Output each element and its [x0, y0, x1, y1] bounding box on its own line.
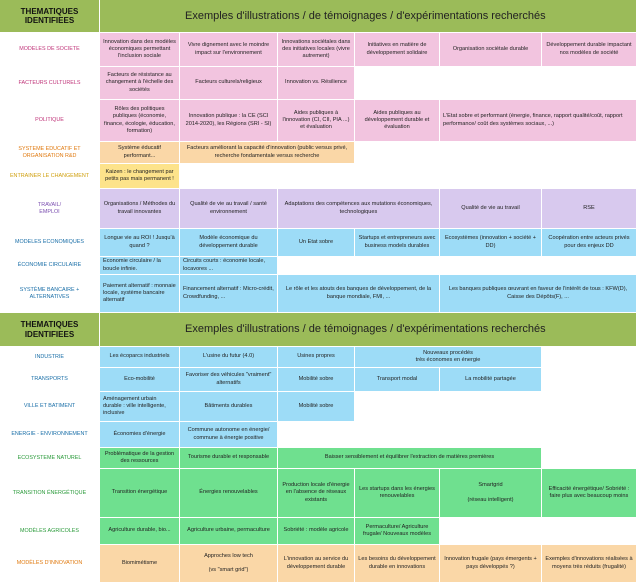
example-cell: Coopération entre acteurs privés pour des enjeux DD — [542, 229, 637, 257]
theme-label: SYSTEME EDUCATIF ET ORGANISATION R&D — [0, 142, 100, 164]
theme-label: ENTRAINER LE CHANGEMENT — [0, 164, 100, 189]
example-cell: Startups et entrepreneurs avec business models durables — [355, 229, 440, 257]
example-cell: Les banques publiques œuvrant en faveur de l'intérêt de tous : KFW(D), Caisse des Dépôts(F), ... — [440, 275, 637, 313]
theme-label: MODELES ECONOMIQUES — [0, 229, 100, 257]
example-cell: Vivre dignement avec le moindre impact sur l'environnement — [180, 33, 278, 67]
example-cell: Le rôle et les atouts des banques de développement, de la banque mondiale, FMI, ... — [278, 275, 440, 313]
theme-label: MODELES DE SOCIETE — [0, 33, 100, 67]
section-header-left: THEMATIQUES IDENTIFIEES — [0, 0, 100, 33]
example-cell: Mobilité sobre — [278, 368, 355, 392]
example-cell: L'innovation au service du développement durable — [278, 545, 355, 583]
example-cell: Innovation dans des modèles économiques permettant l'inclusion sociale — [100, 33, 180, 67]
theme-label: ENERGIE - ENVIRONNEMENT — [0, 422, 100, 448]
section-header-title: Exemples d'illustrations / de témoignages / d'expérimentations recherchés — [100, 0, 637, 33]
example-cell: Énergies renouvelables — [180, 469, 278, 518]
example-cell: L'usine du futur (4.0) — [180, 347, 278, 368]
example-cell: L'Etat sobre et performant (énergie, finance, rapport qualité/coût, rapport performance/ coût des systèmes sociaux, ...) — [440, 100, 637, 142]
example-cell: Commune autonome en énergie/ commune à énergie positive — [180, 422, 278, 448]
example-cell: Initiatives en matière de développement solidaire — [355, 33, 440, 67]
example-cell: Aménagement urbain durable : ville intelligente, inclusive — [100, 392, 180, 422]
example-cell: Système éducatif performant... — [100, 142, 180, 164]
example-cell: Économies d'énergie — [100, 422, 180, 448]
example-cell: Rôles des politiques publiques (économie, finance, écologie, éducation, formation) — [100, 100, 180, 142]
example-cell: Longue vie au ROI ! Jusqu'à quand ? — [100, 229, 180, 257]
example-cell: Biomimétisme — [100, 545, 180, 583]
example-cell: Agriculture urbaine, permaculture — [180, 518, 278, 545]
example-cell: Circuits courts : économie locale, locavores ... — [180, 257, 278, 275]
section-header-left: THEMATIQUES IDENTIFIEES — [0, 313, 100, 347]
example-cell: Sobriété : modèle agricole — [278, 518, 355, 545]
example-cell: Financement alternatif : Micro-crédit, Crowdfunding, ... — [180, 275, 278, 313]
example-cell: Développement durable impactant nos modèles de société — [542, 33, 637, 67]
example-cell: Economie circulaire / la boucle infinie. — [100, 257, 180, 275]
theme-label: ÉCONOMIE CIRCULAIRE — [0, 257, 100, 275]
example-cell: Nouveaux procédés très économes en énergie — [355, 347, 542, 368]
example-cell: Baisser sensiblement et équilibrer l'extraction de matières premières — [278, 448, 542, 469]
example-cell: Mobilité sobre — [278, 392, 355, 422]
example-cell: Aides publiques à l'innovation (CI, CII, PIA ...) et évaluation — [278, 100, 355, 142]
theme-label: MODÈLES AGRICOLES — [0, 518, 100, 545]
example-cell: Agriculture durable, bio... — [100, 518, 180, 545]
example-cell: La mobilité partagée — [440, 368, 542, 392]
example-cell: Les startups dans les énergies renouvelables — [355, 469, 440, 518]
theme-label: SYSTÈME BANCAIRE + ALTERNATIVES — [0, 275, 100, 313]
example-cell: Les écoparcs industriels — [100, 347, 180, 368]
example-cell: Exemples d'innovations réalisées à moyens très réduits (frugalité) — [542, 545, 637, 583]
example-cell: Eco-mobilité — [100, 368, 180, 392]
example-cell: Tourisme durable et responsable — [180, 448, 278, 469]
theme-label: POLITIQUE — [0, 100, 100, 142]
example-cell: Innovation publique : la CE (SCI 2014-2020), les Régions (SRI - SI) — [180, 100, 278, 142]
example-cell: Innovation vs. Résilience — [278, 67, 355, 100]
example-cell: Bâtiments durables — [180, 392, 278, 422]
example-cell: Organisation sociétale durable — [440, 33, 542, 67]
example-cell: Kaizen : le changement par petits pas mais permanent ! — [100, 164, 180, 189]
example-cell: Qualité de vie au travail — [440, 189, 542, 229]
example-cell: Transition énergétique — [100, 469, 180, 518]
theme-label: VILLE ET BATIMENT — [0, 392, 100, 422]
theme-label: TRAVAIL/ EMPLOI — [0, 189, 100, 229]
example-cell: Organisations / Méthodes du travail innovantes — [100, 189, 180, 229]
example-cell: Permaculture/ Agriculture frugale/ Nouveaux modèles — [355, 518, 440, 545]
theme-label: TRANSITION ÉNERGÉTIQUE — [0, 469, 100, 518]
example-cell: Les besoins du développement durable en innovations — [355, 545, 440, 583]
example-cell: Modèle économique du développement durable — [180, 229, 278, 257]
theme-label: MODÈLES D'INNOVATION — [0, 545, 100, 583]
section-header-title: Exemples d'illustrations / de témoignages / d'expérimentations recherchés — [100, 313, 637, 347]
example-cell: Smartgrid (réseau intelligent) — [440, 469, 542, 518]
example-cell: Usines propres — [278, 347, 355, 368]
example-cell: Transport modal — [355, 368, 440, 392]
example-cell: Ecosystèmes (innovation + société + DD) — [440, 229, 542, 257]
example-cell: Facteurs améliorant la capacité d'innovation (public versus privé, recherche fondamentale versus recherche — [180, 142, 355, 164]
example-cell: Un Etat sobre — [278, 229, 355, 257]
example-cell: Aides publiques au développement durable et évaluation — [355, 100, 440, 142]
example-cell: Adaptations des compétences aux mutations économiques, technologiques — [278, 189, 440, 229]
example-cell: Facteurs culturels/religieux — [180, 67, 278, 100]
example-cell: Paiement alternatif : monnaie locale, système bancaire alternatif — [100, 275, 180, 313]
theme-label: TRANSPORTS — [0, 368, 100, 392]
example-cell: Innovations sociétales dans des initiatives locales (vivre autrement) — [278, 33, 355, 67]
example-cell: Efficacité énergétique/ Sobriété : faire plus avec beaucoup moins — [542, 469, 637, 518]
example-cell: Approches low tech (vs "smart grid") — [180, 545, 278, 583]
example-cell: Innovation frugale (pays émergents + pays développés ?) — [440, 545, 542, 583]
example-cell: RSE — [542, 189, 637, 229]
example-cell: Production locale d'énergie en l'absence de réseaux existants — [278, 469, 355, 518]
example-cell: Problématique de la gestion des ressources — [100, 448, 180, 469]
theme-label: INDUSTRIE — [0, 347, 100, 368]
example-cell: Facteurs de résistance au changement à l'échelle des sociétés — [100, 67, 180, 100]
example-cell: Favoriser des véhicules "vraiment" alternatifs — [180, 368, 278, 392]
example-cell: Qualité de vie au travail / santé environnement — [180, 189, 278, 229]
theme-label: ECOSYSTEME NATUREL — [0, 448, 100, 469]
theme-label: FACTEURS CULTURELS — [0, 67, 100, 100]
